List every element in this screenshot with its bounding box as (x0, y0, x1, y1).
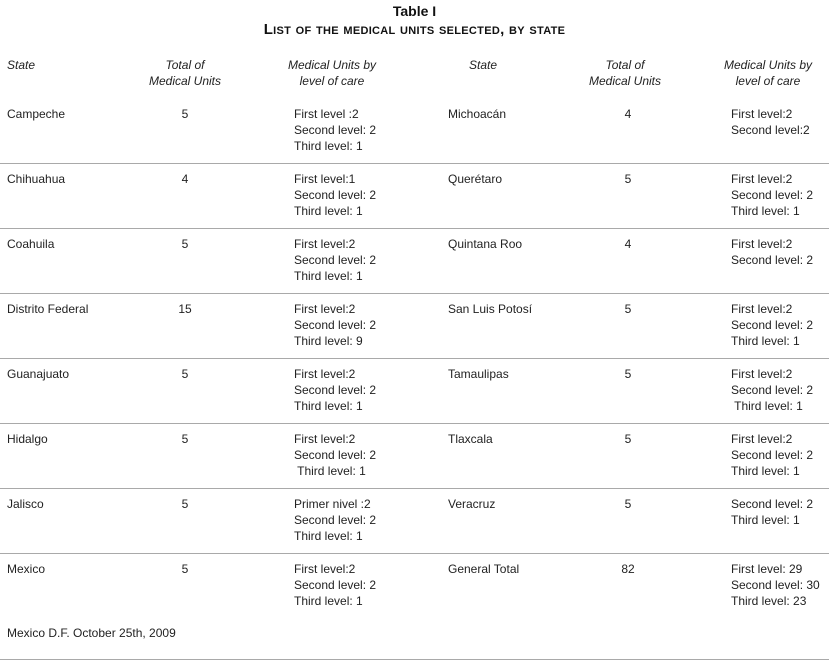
total-units-right: 5 (624, 497, 632, 511)
row-divider (0, 553, 829, 554)
total-units-left: 5 (181, 107, 189, 121)
header-state-right: State (468, 58, 498, 72)
care-level-line: Second level: 30 (731, 578, 820, 592)
state-name-right: Veracruz (448, 497, 496, 511)
table-row (0, 431, 829, 496)
header-care-line2: level of care (299, 74, 365, 88)
state-name-left: Hidalgo (7, 432, 48, 446)
care-level-line: First level:2 (731, 107, 793, 121)
total-units-left: 5 (181, 237, 189, 251)
total-units-right: 4 (624, 107, 632, 121)
state-name-right: Tlaxcala (448, 432, 493, 446)
state-name-right: Quintana Roo (448, 237, 523, 251)
table-row (0, 366, 829, 431)
care-level-line: Third level: 1 (731, 204, 800, 218)
state-name-left: Distrito Federal (7, 302, 89, 316)
row-divider (0, 358, 829, 359)
care-level-line: First level:2 (731, 172, 793, 186)
care-levels-left (294, 366, 376, 414)
row-divider (0, 228, 829, 229)
row-divider (0, 293, 829, 294)
footnote: Mexico D.F. October 25th, 2009 (7, 626, 176, 640)
care-level-line: Primer nivel :2 (294, 497, 371, 511)
care-level-line: Second level: 2 (294, 383, 377, 397)
table-label: Table I (392, 3, 437, 19)
total-units-left: 5 (181, 562, 189, 576)
care-level-line: First level:2 (294, 432, 356, 446)
bottom-divider (0, 659, 829, 660)
total-units-left: 5 (181, 432, 189, 446)
care-level-line: Second level: 2 (731, 383, 814, 397)
care-levels-right (731, 106, 810, 138)
care-level-line: Second level: 2 (294, 123, 377, 137)
header-care-line1: Medical Units by (723, 58, 813, 72)
care-levels-left (294, 106, 376, 154)
table-row (0, 561, 829, 626)
total-units-right: 5 (624, 172, 632, 186)
header-care-left (272, 57, 392, 89)
table-row (0, 106, 829, 171)
total-units-right: 4 (624, 237, 632, 251)
care-level-line: First level:2 (731, 367, 793, 381)
care-level-line: Second level: 2 (294, 513, 377, 527)
care-level-line: Second level: 2 (294, 318, 377, 332)
care-levels-left (294, 301, 376, 349)
row-divider (0, 423, 829, 424)
care-level-line: First level:2 (294, 237, 356, 251)
header-total-line1: Total of (165, 58, 205, 72)
care-level-line: Second level: 2 (731, 448, 814, 462)
care-level-line: First level:1 (294, 172, 356, 186)
header-total-line1: Total of (605, 58, 645, 72)
state-name-left: Coahuila (7, 237, 55, 251)
care-levels-right (731, 301, 813, 349)
table-row (0, 496, 829, 561)
total-units-left: 5 (181, 497, 189, 511)
care-level-line: Third level: 1 (294, 269, 363, 283)
care-level-line: First level: 29 (731, 562, 803, 576)
header-care-right (708, 57, 828, 89)
care-levels-left (294, 431, 376, 479)
care-level-line: First level:2 (294, 302, 356, 316)
care-level-line: Second level:2 (731, 123, 810, 137)
care-level-line: Third level: 1 (731, 464, 800, 478)
table-row (0, 236, 829, 301)
care-levels-right (731, 366, 813, 414)
care-level-line: Second level: 2 (294, 578, 377, 592)
care-levels-right (731, 171, 813, 219)
state-name-left: Mexico (7, 562, 46, 576)
table-caption: List of the medical units selected, by state (263, 21, 566, 38)
total-units-left: 15 (178, 302, 192, 316)
care-levels-left (294, 236, 376, 284)
state-name-right: San Luis Potosí (448, 302, 533, 316)
table-row (0, 301, 829, 366)
care-level-line: First level:2 (294, 562, 356, 576)
total-units-right: 5 (624, 302, 632, 316)
total-units-right: 5 (624, 367, 632, 381)
care-levels-right (731, 561, 820, 609)
care-level-line: Second level: 2 (294, 188, 377, 202)
care-level-line: Third level: 23 (731, 594, 807, 608)
care-levels-left (294, 561, 376, 609)
care-level-line: Third level: 1 (294, 464, 366, 478)
care-level-line: First level:2 (731, 432, 793, 446)
state-name-right: Querétaro (448, 172, 503, 186)
care-level-line: Second level: 2 (731, 253, 814, 267)
total-units-right: 82 (621, 562, 635, 576)
care-levels-right (731, 431, 813, 479)
care-level-line: Second level: 2 (294, 253, 377, 267)
header-care-line1: Medical Units by (287, 58, 377, 72)
header-care-line2: level of care (735, 74, 801, 88)
table-row (0, 171, 829, 236)
state-name-left: Chihuahua (7, 172, 66, 186)
state-name-right: Michoacán (448, 107, 507, 121)
header-total-left (135, 57, 235, 89)
care-level-line: Second level: 2 (294, 448, 377, 462)
care-level-line: First level :2 (294, 107, 359, 121)
header-total-right (575, 57, 675, 89)
care-level-line: Third level: 1 (731, 513, 800, 527)
care-level-line: Third level: 1 (294, 204, 363, 218)
care-level-line: Third level: 9 (294, 334, 363, 348)
care-levels-left (294, 496, 376, 544)
state-name-left: Jalisco (7, 497, 44, 511)
row-divider (0, 163, 829, 164)
state-name-right: Tamaulipas (448, 367, 509, 381)
header-total-line2: Medical Units (148, 74, 222, 88)
care-level-line: Second level: 2 (731, 188, 814, 202)
care-level-line: First level:2 (294, 367, 356, 381)
care-level-line: Third level: 1 (294, 139, 363, 153)
total-units-right: 5 (624, 432, 632, 446)
care-level-line: Second level: 2 (731, 318, 814, 332)
care-levels-right (731, 496, 813, 528)
care-level-line: First level:2 (731, 237, 793, 251)
header-state-left: State (7, 58, 36, 72)
care-level-line: Second level: 2 (731, 497, 814, 511)
total-units-left: 5 (181, 367, 189, 381)
care-level-line: Third level: 1 (294, 594, 363, 608)
care-level-line: Third level: 1 (294, 399, 363, 413)
state-name-left: Guanajuato (7, 367, 70, 381)
care-level-line: Third level: 1 (294, 529, 363, 543)
care-level-line: Third level: 1 (731, 334, 800, 348)
care-levels-right (731, 236, 813, 268)
row-divider (0, 488, 829, 489)
care-level-line: Third level: 1 (731, 399, 803, 413)
header-total-line2: Medical Units (588, 74, 662, 88)
total-units-left: 4 (181, 172, 189, 186)
care-level-line: First level:2 (731, 302, 793, 316)
state-name-right: General Total (448, 562, 520, 576)
care-levels-left (294, 171, 376, 219)
state-name-left: Campeche (7, 107, 66, 121)
